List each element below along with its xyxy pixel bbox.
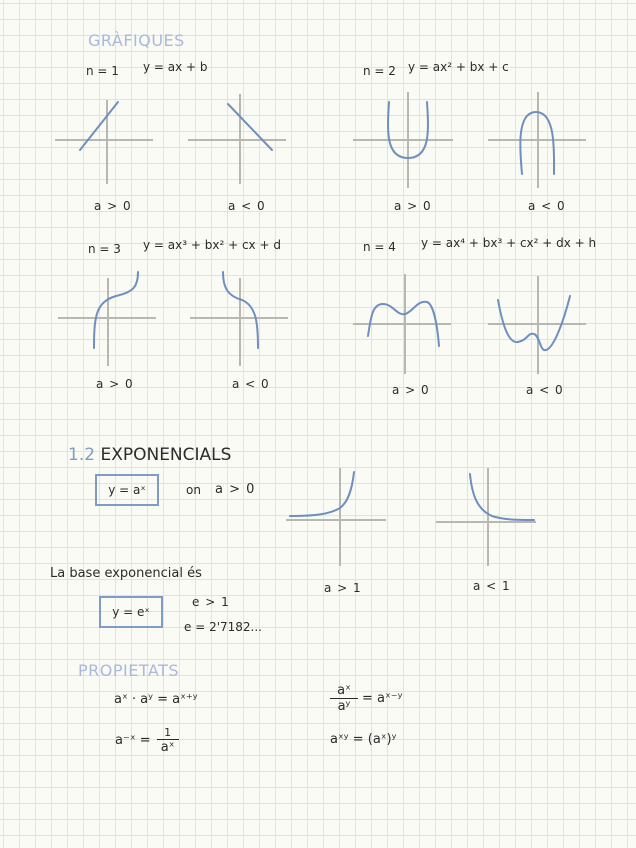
e-value: e = 2'7182...: [184, 620, 262, 634]
graphs-heading: GRÀFIQUES: [88, 31, 185, 50]
exponential-condition: a > 0: [215, 482, 256, 497]
exponential-decay-graph: [436, 466, 540, 570]
n4-pos-label: a > 0: [392, 383, 430, 397]
n1-neg-label: a < 0: [228, 199, 266, 213]
negative-lhs: a⁻ˣ =: [115, 733, 151, 748]
quartic-positive-graph: [353, 270, 457, 380]
n4-formula: y = ax⁴ + bx³ + cx² + dx + h: [421, 236, 597, 250]
n3-pos-label: a > 0: [96, 377, 134, 391]
quotient-numerator: aˣ: [337, 683, 351, 698]
e-formula-box: [99, 596, 163, 628]
n2-neg-label: a < 0: [528, 199, 566, 213]
power-property: [330, 733, 396, 746]
n4-neg-label: a < 0: [526, 383, 564, 397]
growth-label: a > 1: [324, 581, 362, 595]
quotient-fraction: [330, 684, 358, 713]
n3-neg-label: a < 0: [232, 377, 270, 391]
n2-label: n = 2: [363, 64, 396, 78]
power-lhs: aˣʸ =: [330, 732, 364, 747]
power-rhs: (aˣ)ʸ: [367, 732, 397, 747]
n1-pos-label: a > 0: [94, 199, 132, 213]
base-text: La base exponencial és: [50, 566, 202, 581]
quotient-denominator: aʸ: [337, 699, 351, 714]
n4-label: n = 4: [363, 240, 396, 254]
negative-numerator: 1: [164, 726, 172, 739]
exponential-formula-box: [95, 474, 159, 506]
quartic-negative-graph: [488, 270, 592, 380]
n1-formula: y = ax + b: [143, 60, 208, 74]
e-formula: y = eˣ: [112, 605, 150, 619]
negative-exponent-property: [115, 727, 179, 754]
product-property: [114, 693, 198, 706]
exponential-formula: y = aˣ: [108, 483, 146, 497]
product-lhs: aˣ · aʸ: [114, 692, 153, 707]
decay-label: a < 1: [473, 579, 511, 593]
condition-prefix: on: [186, 483, 201, 497]
cubic-negative-graph: [190, 266, 290, 370]
quotient-rhs: = aˣ⁻ʸ: [362, 691, 403, 706]
n2-formula: y = ax² + bx + c: [408, 60, 509, 74]
n1-label: n = 1: [86, 64, 119, 78]
properties-heading: PROPIETATS: [78, 661, 179, 680]
linear-negative-graph: [188, 92, 288, 192]
e-condition: e > 1: [192, 595, 230, 609]
n3-label: n = 3: [88, 242, 121, 256]
quotient-property: [330, 684, 402, 713]
negative-fraction: [157, 727, 179, 754]
negative-denominator: aˣ: [160, 740, 175, 755]
section-heading: [68, 447, 231, 464]
n3-formula: y = ax³ + bx² + cx + d: [143, 238, 281, 252]
exponential-growth-graph: [286, 466, 390, 570]
section-title: EXPONENCIALS: [100, 445, 232, 465]
linear-positive-graph: [55, 92, 155, 192]
cubic-positive-graph: [58, 266, 158, 370]
n2-pos-label: a > 0: [394, 199, 432, 213]
quadratic-positive-graph: [353, 92, 463, 192]
section-number: 1.2: [68, 445, 96, 465]
product-rhs: = aˣ⁺ʸ: [157, 692, 198, 707]
quadratic-negative-graph: [488, 92, 598, 192]
